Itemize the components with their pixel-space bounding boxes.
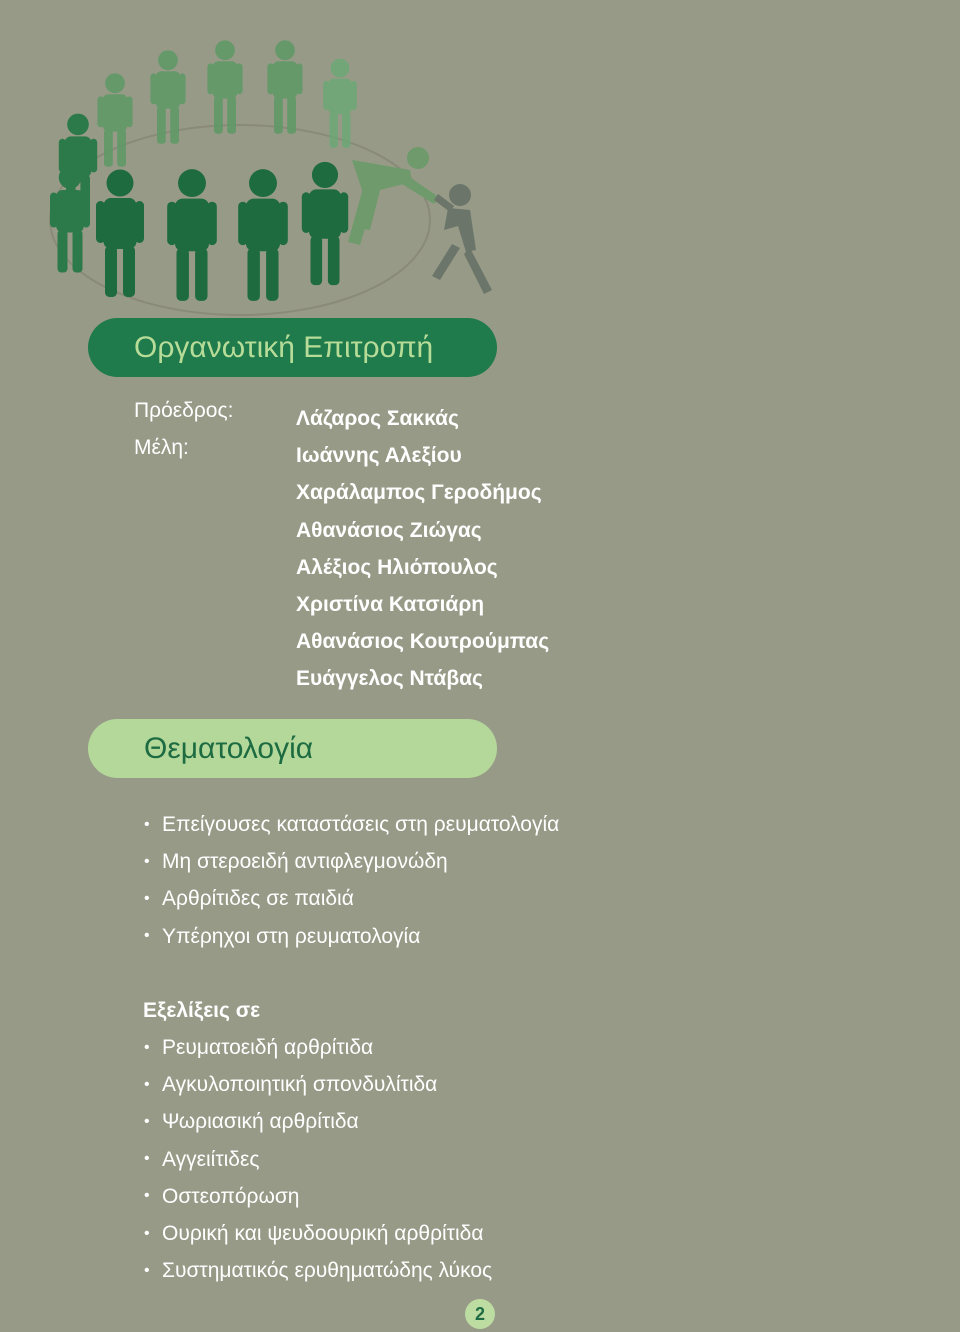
- bullet-icon: •: [144, 1261, 150, 1279]
- list-item: [144, 1215, 492, 1252]
- developments-heading: Εξελίξεις σε: [143, 999, 261, 1022]
- list-item: [144, 918, 559, 955]
- member-name: Ιωάννης Αλεξίου: [296, 444, 462, 468]
- member-name: Αθανάσιος Ζιώγας: [296, 518, 482, 542]
- committee-members-list: [296, 400, 549, 698]
- bullet-icon: •: [144, 852, 150, 870]
- member-name: Αθανάσιος Κουτρούμπας: [296, 630, 550, 654]
- member-name: Ευάγγελος Ντάβας: [296, 667, 483, 691]
- development-text: Ουρική και ψευδοουρική αρθρίτιδα: [162, 1221, 484, 1245]
- list-item: [144, 1252, 492, 1289]
- members-label: Μέλη:: [134, 436, 189, 459]
- page-number: 2: [465, 1299, 495, 1329]
- list-item: [144, 1178, 492, 1215]
- list-item: [144, 880, 559, 917]
- bullet-icon: •: [144, 1038, 150, 1056]
- development-text: Συστηματικός ερυθηματώδης λύκος: [162, 1259, 493, 1283]
- topic-text: Αρθρίτιδες σε παιδιά: [162, 887, 354, 911]
- topic-text: Υπέρηχοι στη ρευματολογία: [162, 924, 421, 948]
- development-text: Οστεοπόρωση: [162, 1184, 300, 1208]
- topics-list: [144, 806, 559, 955]
- list-item: [144, 806, 559, 843]
- list-item: [144, 1103, 492, 1140]
- bullet-icon: •: [144, 1187, 150, 1205]
- development-text: Ψωριασική αρθρίτιδα: [162, 1110, 359, 1134]
- list-item: [144, 843, 559, 880]
- bullet-icon: •: [144, 1224, 150, 1242]
- list-item: [144, 1141, 492, 1178]
- topics-title: Θεματολογία: [144, 731, 314, 765]
- topics-header: [88, 719, 497, 778]
- list-item: [144, 1066, 492, 1103]
- committee-title: Οργανωτική Επιτροπή: [134, 330, 434, 364]
- bullet-icon: •: [144, 889, 150, 907]
- member-name: Λάζαρος Σακκάς: [296, 407, 459, 430]
- development-text: Ρευματοειδή αρθρίτιδα: [162, 1036, 374, 1059]
- development-text: Αγκυλοποιητική σπονδυλίτιδα: [162, 1073, 438, 1097]
- bullet-icon: •: [144, 815, 150, 833]
- developments-list: [144, 1029, 492, 1289]
- member-name: Χριστίνα Κατσιάρη: [296, 592, 485, 616]
- topic-text: Επείγουσες καταστάσεις στη ρευματολογία: [162, 813, 560, 836]
- member-name: Αλέξιος Ηλιόπουλος: [296, 555, 498, 579]
- list-item: [144, 1029, 492, 1066]
- bullet-icon: •: [144, 1075, 150, 1093]
- member-name: Χαράλαμπος Γεροδήμος: [296, 481, 542, 505]
- committee-header: [88, 318, 497, 377]
- bullet-icon: •: [144, 1112, 150, 1130]
- people-circle-illustration: [40, 30, 520, 340]
- development-text: Αγγειίτιδες: [162, 1147, 260, 1171]
- bullet-icon: •: [144, 1150, 150, 1168]
- president-label: Πρόεδρος:: [134, 399, 234, 422]
- bullet-icon: •: [144, 927, 150, 945]
- topic-text: Μη στεροειδή αντιφλεγμονώδη: [162, 850, 448, 874]
